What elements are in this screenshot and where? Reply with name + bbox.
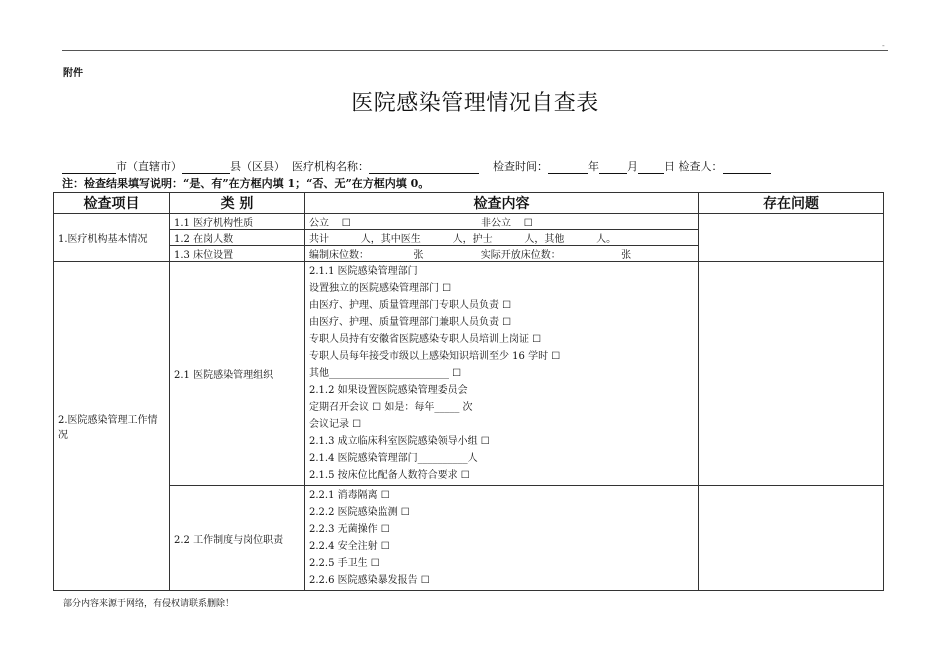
section1-content-1[interactable]: 公立 ☐ 非公立 ☐ bbox=[305, 214, 699, 230]
content-line[interactable]: 2.2.6 医院感染暴发报告 ☐ bbox=[309, 575, 430, 586]
city-label: 市（直辖市） bbox=[116, 160, 182, 173]
content-line[interactable]: 2.2.1 消毒隔离 ☐ bbox=[309, 490, 390, 501]
month-label: 月 bbox=[627, 160, 638, 173]
day-label: 日 bbox=[664, 160, 675, 173]
section1-content-3[interactable]: 编制床位数： 张 实际开放床位数： 张 bbox=[305, 246, 699, 262]
section1-category-2: 1.2 在岗人数 bbox=[170, 230, 305, 246]
table-row bbox=[54, 486, 884, 591]
table-header-row bbox=[54, 193, 884, 214]
content-line[interactable]: 设置独立的医院感染管理部门 ☐ bbox=[309, 283, 452, 294]
section1-issues-cell[interactable] bbox=[699, 214, 884, 262]
content-line[interactable]: 2.2.3 无菌操作 ☐ bbox=[309, 524, 390, 535]
header-issues: 存在问题 bbox=[699, 193, 884, 214]
content-line[interactable]: 其他________________________ ☐ bbox=[309, 368, 462, 379]
footer-disclaimer: 部分内容来源于网络，有侵权请联系删除！ bbox=[63, 599, 235, 609]
year-label: 年 bbox=[588, 160, 599, 173]
content-line[interactable]: 由医疗、护理、质量管理部门专职人员负责 ☐ bbox=[309, 300, 512, 311]
section2-issues-cell-1[interactable] bbox=[699, 262, 884, 486]
city-blank[interactable] bbox=[62, 161, 116, 174]
section2-content-1[interactable] bbox=[305, 262, 699, 486]
section1-category-1: 1.1 医疗机构性质 bbox=[170, 214, 305, 230]
section2-content-2[interactable] bbox=[305, 486, 699, 591]
county-blank[interactable] bbox=[182, 161, 230, 174]
section2-category-1: 2.1 医院感染管理组织 bbox=[170, 262, 305, 486]
content-line: 2.1.2 如果设置医院感染管理委员会 bbox=[309, 385, 468, 396]
content-line[interactable]: 2.2.4 安全注射 ☐ bbox=[309, 541, 390, 552]
section2-category-2: 2.2 工作制度与岗位职责 bbox=[170, 486, 305, 591]
header-content: 检查内容 bbox=[305, 193, 699, 214]
inspector-label: 检查人： bbox=[678, 160, 723, 173]
section2-item: 2.医院感染管理工作情况 bbox=[54, 262, 170, 591]
content-line[interactable]: 会议记录 ☐ bbox=[309, 419, 362, 430]
section2-issues-cell-2[interactable] bbox=[699, 486, 884, 591]
info-line bbox=[62, 158, 892, 174]
header-rule bbox=[62, 50, 888, 51]
inspector-blank[interactable] bbox=[723, 161, 771, 174]
page-title: 医院感染管理情况自查表 bbox=[351, 91, 599, 116]
time-label: 检查时间： bbox=[493, 160, 548, 173]
org-label: 医疗机构名称： bbox=[292, 160, 369, 173]
county-label: 县（区县） bbox=[230, 160, 285, 173]
content-line[interactable]: 2.1.3 成立临床科室医院感染领导小组 ☐ bbox=[309, 436, 490, 447]
content-line[interactable]: 2.2.5 手卫生 ☐ bbox=[309, 558, 380, 569]
header-item: 检查项目 bbox=[54, 193, 170, 214]
day-blank[interactable] bbox=[638, 161, 664, 174]
self-check-table bbox=[53, 192, 884, 591]
table-row bbox=[54, 214, 884, 230]
content-line[interactable]: 专职人员每年接受市级以上感染知识培训至少 16 学时 ☐ bbox=[309, 351, 561, 362]
content-line[interactable]: 由医疗、护理、质量管理部门兼职人员负责 ☐ bbox=[309, 317, 512, 328]
table-row bbox=[54, 262, 884, 486]
header-dot: - bbox=[882, 41, 885, 50]
fill-note: 注：检查结果填写说明：“是、有”在方框内填 1；“否、无”在方框内填 0。 bbox=[62, 177, 430, 190]
section1-category-3: 1.3 床位设置 bbox=[170, 246, 305, 262]
content-line[interactable]: 2.1.4 医院感染管理部门__________人 bbox=[309, 453, 478, 464]
attachment-label: 附件 bbox=[63, 68, 83, 79]
content-line[interactable]: 专职人员持有安徽省医院感染专职人员培训上岗证 ☐ bbox=[309, 334, 542, 345]
header-category: 类 别 bbox=[170, 193, 305, 214]
section1-content-2[interactable]: 共计 人，其中医生 人，护士 人，其他 人。 bbox=[305, 230, 699, 246]
content-line[interactable]: 2.1.5 按床位比配备人数符合要求 ☐ bbox=[309, 470, 470, 481]
content-line[interactable]: 2.2.2 医院感染监测 ☐ bbox=[309, 507, 410, 518]
org-blank[interactable] bbox=[369, 161, 479, 174]
month-blank[interactable] bbox=[599, 161, 627, 174]
content-line[interactable]: 定期召开会议 ☐ 如是：每年_____ 次 bbox=[309, 402, 473, 413]
section1-item: 1.医疗机构基本情况 bbox=[54, 214, 170, 262]
content-line: 2.1.1 医院感染管理部门 bbox=[309, 266, 418, 277]
year-blank[interactable] bbox=[548, 161, 588, 174]
